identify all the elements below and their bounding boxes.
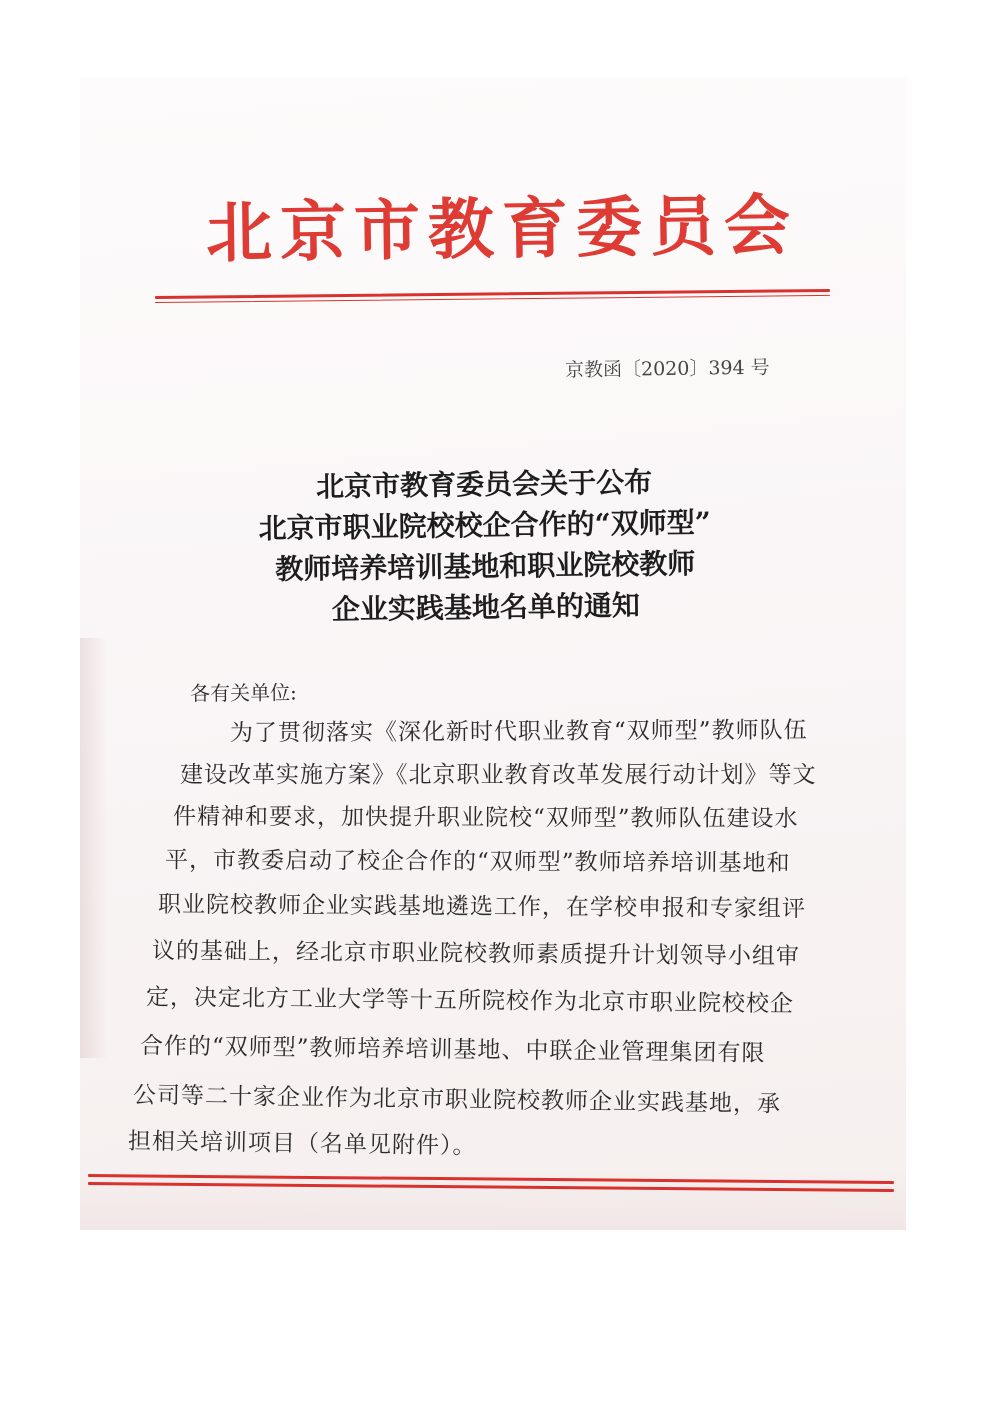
body-line: 件精神和要求，加快提升职业院校“双师型”教师队伍建设水 xyxy=(172,803,799,833)
body-line: 平，市教委启动了校企合作的“双师型”教师培养培训基地和 xyxy=(164,847,791,877)
body-line: 担相关培训项目（名单见附件）。 xyxy=(127,1128,477,1160)
title-line: 企业实践基地名单的通知 xyxy=(331,588,641,627)
title-line: 北京市职业院校校企合作的“双师型” xyxy=(258,505,712,546)
body-line: 公司等二十家企业作为北京市职业院校教师企业实践基地，承 xyxy=(132,1082,782,1118)
body-line: 定，决定北方工业大学等十五所院校作为北京市职业院校校企 xyxy=(145,984,795,1018)
body-line: 合作的“双师型”教师培养培训基地、中联企业管理集团有限 xyxy=(139,1033,766,1067)
body-line: 建设改革实施方案》《北京职业教育改革发展行动计划》等文 xyxy=(180,762,817,788)
letterhead-title: 北京市教育委员会 xyxy=(205,185,799,272)
page-shadow-left xyxy=(80,638,108,1058)
body-line: 职业院校教师企业实践基地遴选工作，在学校申报和专家组评 xyxy=(157,891,807,923)
salutation: 各有关单位: xyxy=(189,680,297,706)
body-line: 议的基础上，经北京市职业院校教师素质提升计划领导小组审 xyxy=(151,938,801,970)
document-number: 京教函〔2020〕394 号 xyxy=(564,356,770,382)
body-line: 为了贯彻落实《深化新时代职业教育“双师型”教师队伍 xyxy=(229,717,808,747)
title-line: 北京市教育委员会关于公布 xyxy=(315,465,653,504)
notice-title xyxy=(179,460,791,633)
title-line: 教师培养培训基地和职业院校教师 xyxy=(275,547,696,586)
